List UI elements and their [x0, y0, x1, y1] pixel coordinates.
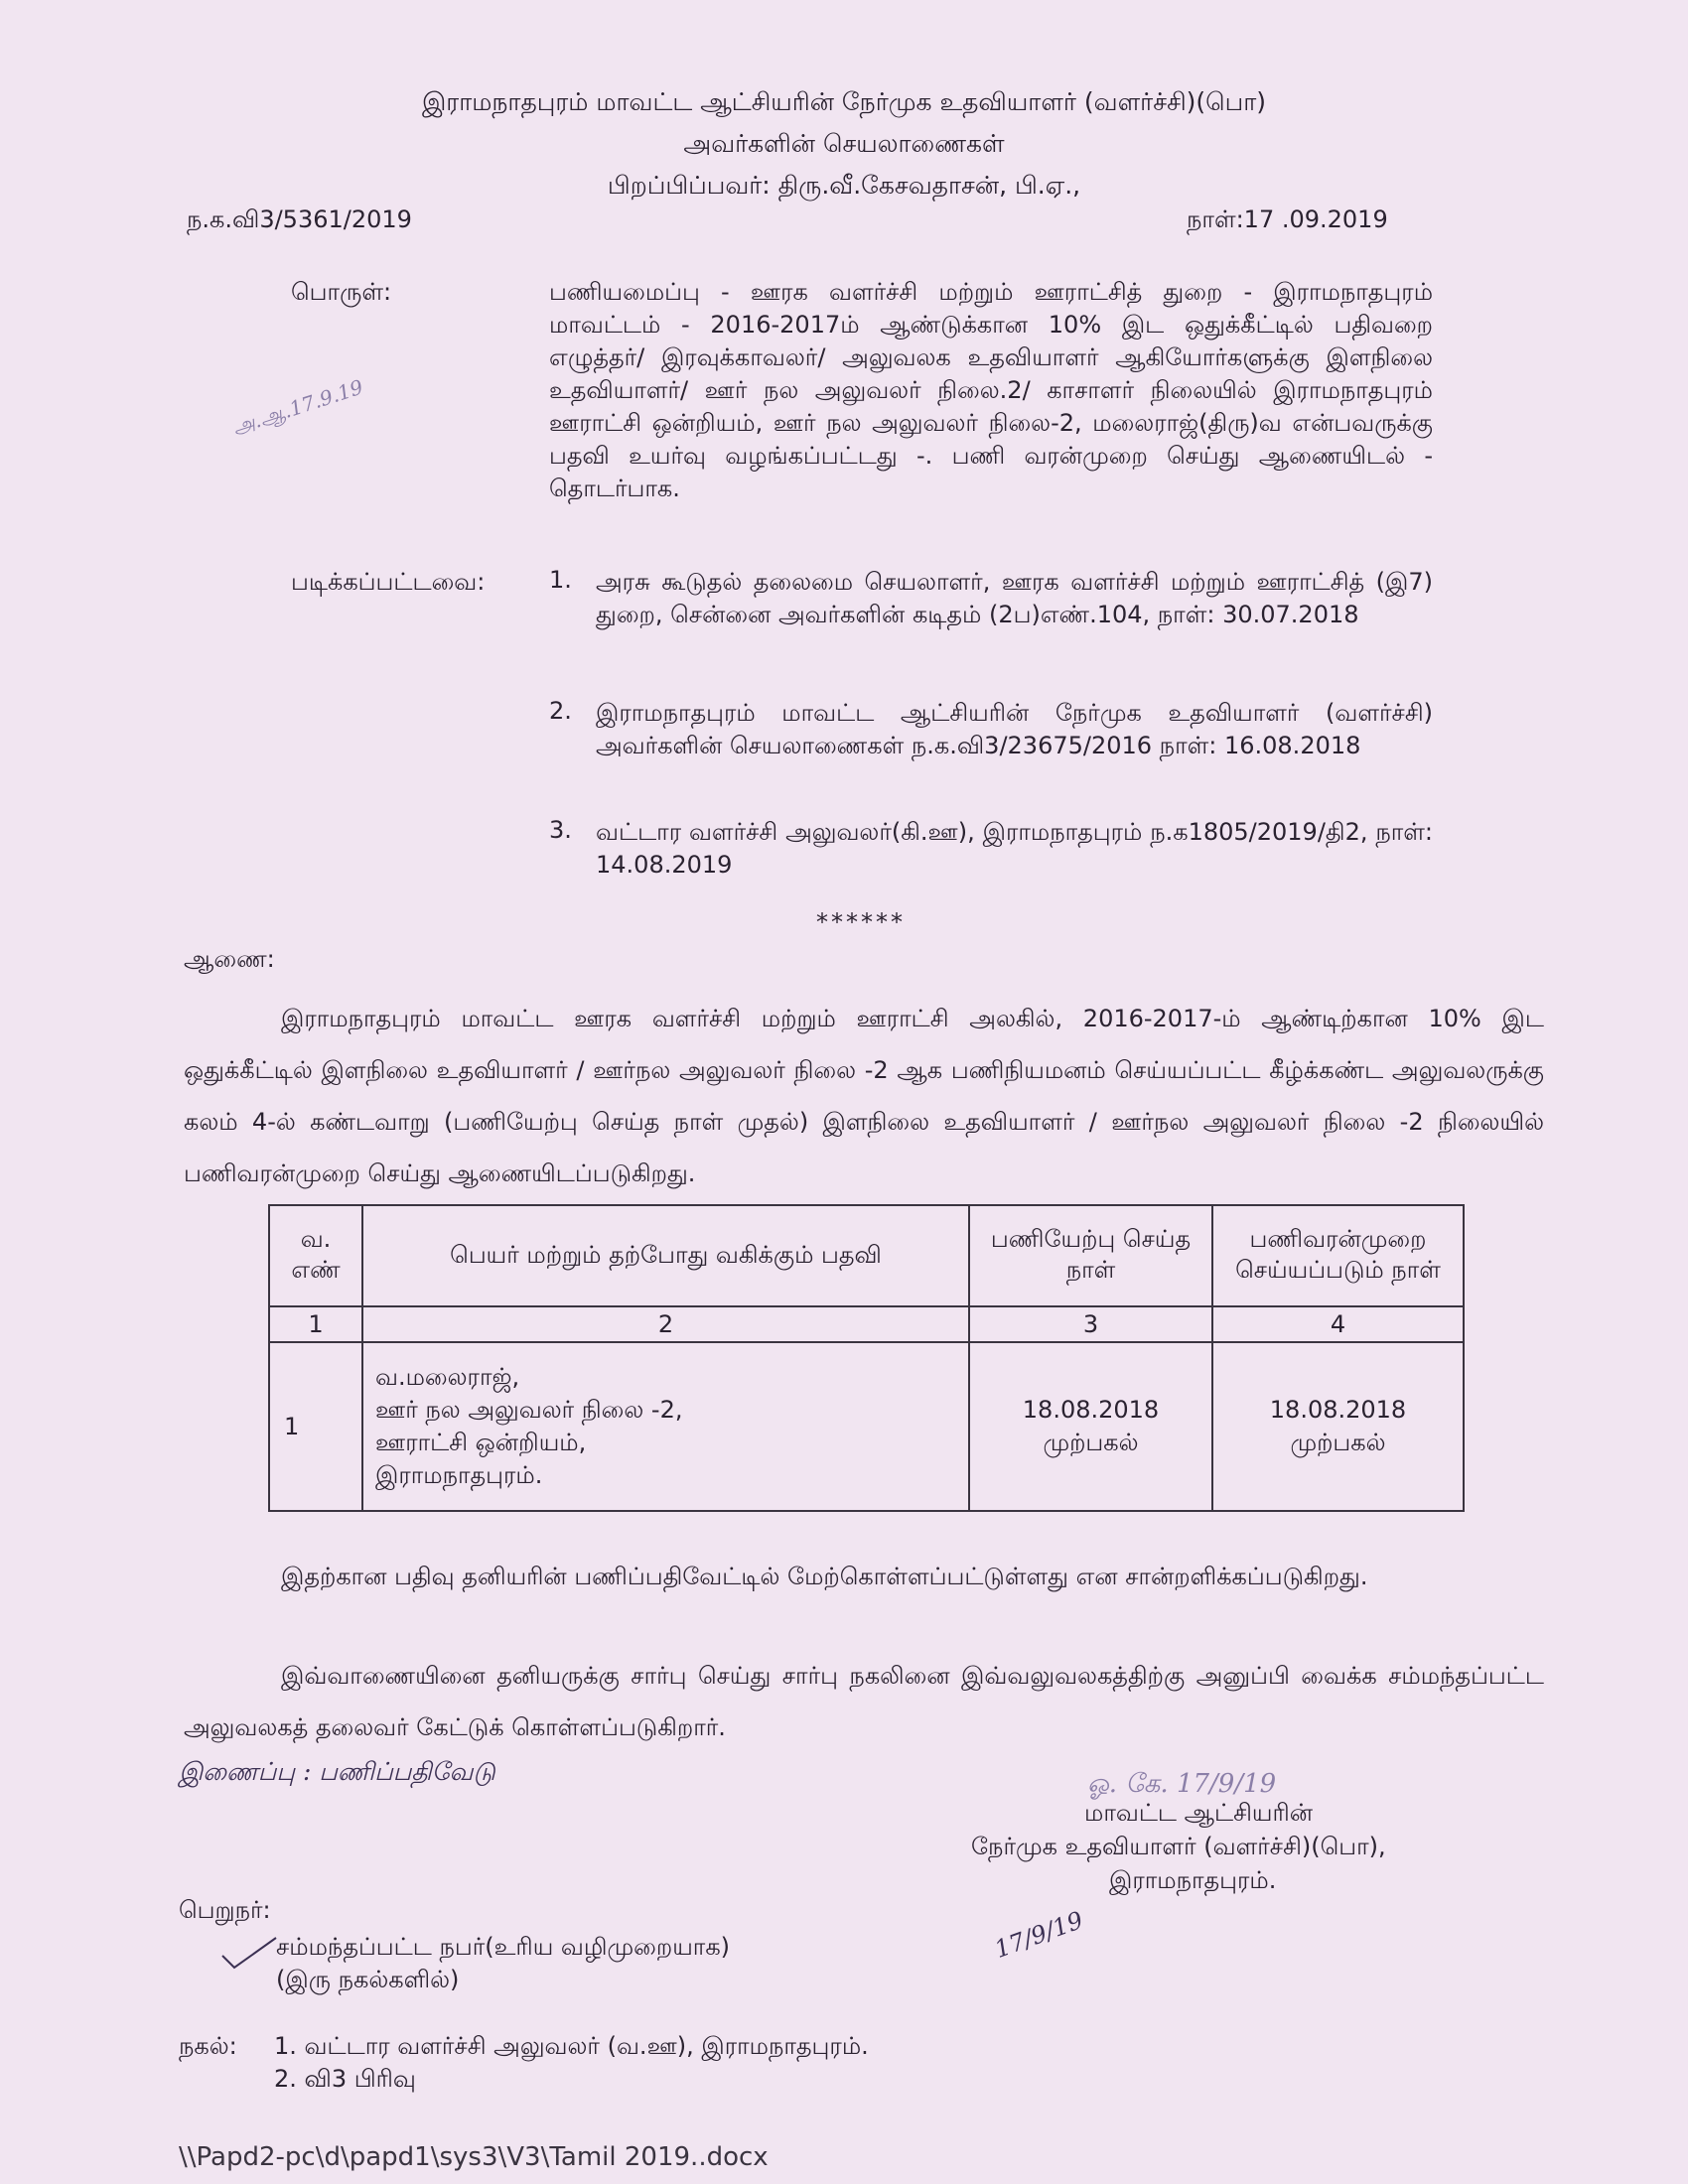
signature-line-3: இராமநாதபுரம்.	[1109, 1866, 1277, 1894]
regularized-session: முற்பகல்	[1290, 1429, 1386, 1456]
reference-2-number: 2.	[549, 697, 572, 725]
copy-item-1: 1. வட்டார வளர்ச்சி அலுவலர் (வ.ஊ), இராமநாதபுரம்.	[274, 2032, 869, 2060]
order-date: நாள்:17 .09.2019	[1187, 205, 1388, 233]
row-name-line: ஊராட்சி ஒன்றியம்,	[375, 1429, 587, 1456]
row-serial-number: 1	[269, 1342, 362, 1511]
header-line-3: பிறப்பிப்பவர்: திரு.வீ.கேசவதாசன், பி.ஏ.,	[607, 171, 1081, 200]
header-name-designation: பெயர் மற்றும் தற்போது வகிக்கும் பதவி	[362, 1205, 969, 1306]
signature-line-1: மாவட்ட ஆட்சியரின்	[1084, 1799, 1314, 1827]
initials-handwritten: 17/9/19	[991, 1906, 1087, 1964]
signature-line-2: நேர்முக உதவியாளர் (வளர்ச்சி)(பொ),	[971, 1833, 1386, 1860]
regularized-date-value: 18.08.2018	[1269, 1396, 1407, 1424]
recipient-line-1: சம்மந்தப்பட்ட நபர்(உரிய வழிமுறையாக)	[276, 1933, 731, 1961]
reference-2-text: இராமநாதபுரம் மாவட்ட ஆட்சியரின் நேர்முக உதவியாளர் (வளர்ச்சி) அவர்களின் செயலாணைகள் ந.க.வி3/23675/2016 நாள்: 16.08.2018	[596, 699, 1433, 759]
recipient-label: பெறுநர்:	[179, 1896, 271, 1924]
copy-label: நகல்:	[179, 2032, 237, 2060]
file-path-footer: \\Papd2-pc\d\papd1\sys3\V3\Tamil 2019..docx	[179, 2142, 769, 2172]
row-name-designation	[362, 1342, 969, 1511]
column-number: 3	[969, 1306, 1212, 1342]
forwarding-paragraph: இவ்வாணையினை தனியருக்கு சார்பு செய்து சார்பு நகலினை இவ்வலுவலகத்திற்கு அனுப்பி வைக்க சம்மந்தப்பட்ட அலுவலகத் தலைவர் கேட்டுக் கொள்ளப்படுகிறார்.	[184, 1662, 1544, 1741]
row-name-line: ஊர் நல அலுவலர் நிலை -2,	[375, 1396, 683, 1424]
certification-paragraph: இதற்கான பதிவு தனியரின் பணிப்பதிவேட்டில் மேற்கொள்ளப்பட்டுள்ளது என சான்றளிக்கப்படுகிறது.	[281, 1563, 1368, 1590]
header-regularized-date: பணிவரன்முறை செய்யப்படும் நாள்	[1212, 1205, 1464, 1306]
check-mark-icon	[220, 1936, 278, 1972]
table-header-row	[269, 1205, 1464, 1306]
header-line-1: இராமநாதபுரம் மாவட்ட ஆட்சியரின் நேர்முக உதவியாளர் (வளர்ச்சி)(பொ)	[421, 87, 1267, 116]
reference-3-text: வட்டார வளர்ச்சி அலுவலர்(கி.ஊ), இராமநாதபுரம் ந.க1805/2019/தி2, நாள்: 14.08.2019	[596, 818, 1433, 879]
references-label: படிக்கப்பட்டவை:	[291, 568, 486, 596]
reference-3-number: 3.	[549, 816, 572, 844]
subject-label: பொருள்:	[291, 278, 392, 306]
header-serial-number: வ. எண்	[269, 1205, 362, 1306]
copy-item-2: 2. வி3 பிரிவு	[274, 2065, 416, 2093]
row-name-line: வ.மலைராஜ்,	[375, 1363, 520, 1391]
recipient-line-2: (இரு நகல்களில்)	[276, 1966, 460, 1993]
reference-number: ந.க.வி3/5361/2019	[187, 205, 412, 233]
row-name-line: இராமநாதபுரம்.	[375, 1461, 543, 1489]
signature-handwritten: ஓ. கே. 17/9/19	[1087, 1769, 1277, 1799]
joined-session: முற்பகல்	[1043, 1429, 1139, 1456]
reference-1-number: 1.	[549, 566, 572, 594]
reference-1-text: அரசு கூடுதல் தலைமை செயலாளர், ஊரக வளர்ச்சி மற்றும் ஊராட்சித் (இ7) துறை, சென்னை அவர்களின் கடிதம் (2ப)எண்.104, நாள்: 30.07.2018	[596, 568, 1433, 628]
header-line-2: அவர்களின் செயலாணைகள்	[683, 129, 1005, 158]
row-joined-date	[969, 1342, 1212, 1511]
enclosure-note-handwritten: இணைப்பு : பணிப்பதிவேடு	[179, 1757, 495, 1786]
regularization-table	[268, 1204, 1465, 1512]
column-number: 1	[269, 1306, 362, 1342]
row-regularized-date	[1212, 1342, 1464, 1511]
table-column-number-row	[269, 1306, 1464, 1342]
column-number: 2	[362, 1306, 969, 1342]
column-number: 4	[1212, 1306, 1464, 1342]
header-joined-date: பணியேற்பு செய்த நாள்	[969, 1205, 1212, 1306]
order-label: ஆணை:	[184, 945, 275, 973]
table-row	[269, 1342, 1464, 1511]
section-separator: ******	[816, 908, 906, 936]
side-note-handwritten: அ.ஆ.17.9.19	[229, 374, 366, 440]
subject-text: பணியமைப்பு - ஊரக வளர்ச்சி மற்றும் ஊராட்சித் துறை - இராமநாதபுரம் மாவட்டம் - 2016-2017ம் ஆண்டுக்கான 10% இட ஒதுக்கீட்டில் பதிவறை எழுத்தர்/ இரவுக்காவலர்/ அலுவலக உதவியாளர் ஆகியோர்களுக்கு இளநிலை உதவியாளர்/ ஊர் நல அலுவலர் நிலை.2/ காசாளர் நிலையில் இராமநாதபுரம் ஊராட்சி ஒன்றியம், ஊர் நல அலுவலர் நிலை-2, மலைராஜ்(திரு)வ என்பவருக்கு பதவி உயர்வு வழங்கப்பட்டது -. பணி வரன்முறை செய்து ஆணையிடல் - தொடர்பாக.	[549, 278, 1433, 502]
joined-date-value: 18.08.2018	[1022, 1396, 1160, 1424]
order-paragraph: இராமநாதபுரம் மாவட்ட ஊரக வளர்ச்சி மற்றும் ஊராட்சி அலகில், 2016-2017-ம் ஆண்டிற்கான 10% இட ஒதுக்கீட்டில் இளநிலை உதவியாளர் / ஊர்நல அலுவலர் நிலை -2 ஆக பணிநியமனம் செய்யப்பட்ட கீழ்க்கண்ட அலுவலருக்கு கலம் 4-ல் கண்டவாறு (பணியேற்பு செய்த நாள் முதல்) இளநிலை உதவியாளர் / ஊர்நல அலுவலர் நிலை -2 நிலையில் பணிவரன்முறை செய்து ஆணையிடப்படுகிறது.	[184, 1005, 1544, 1187]
